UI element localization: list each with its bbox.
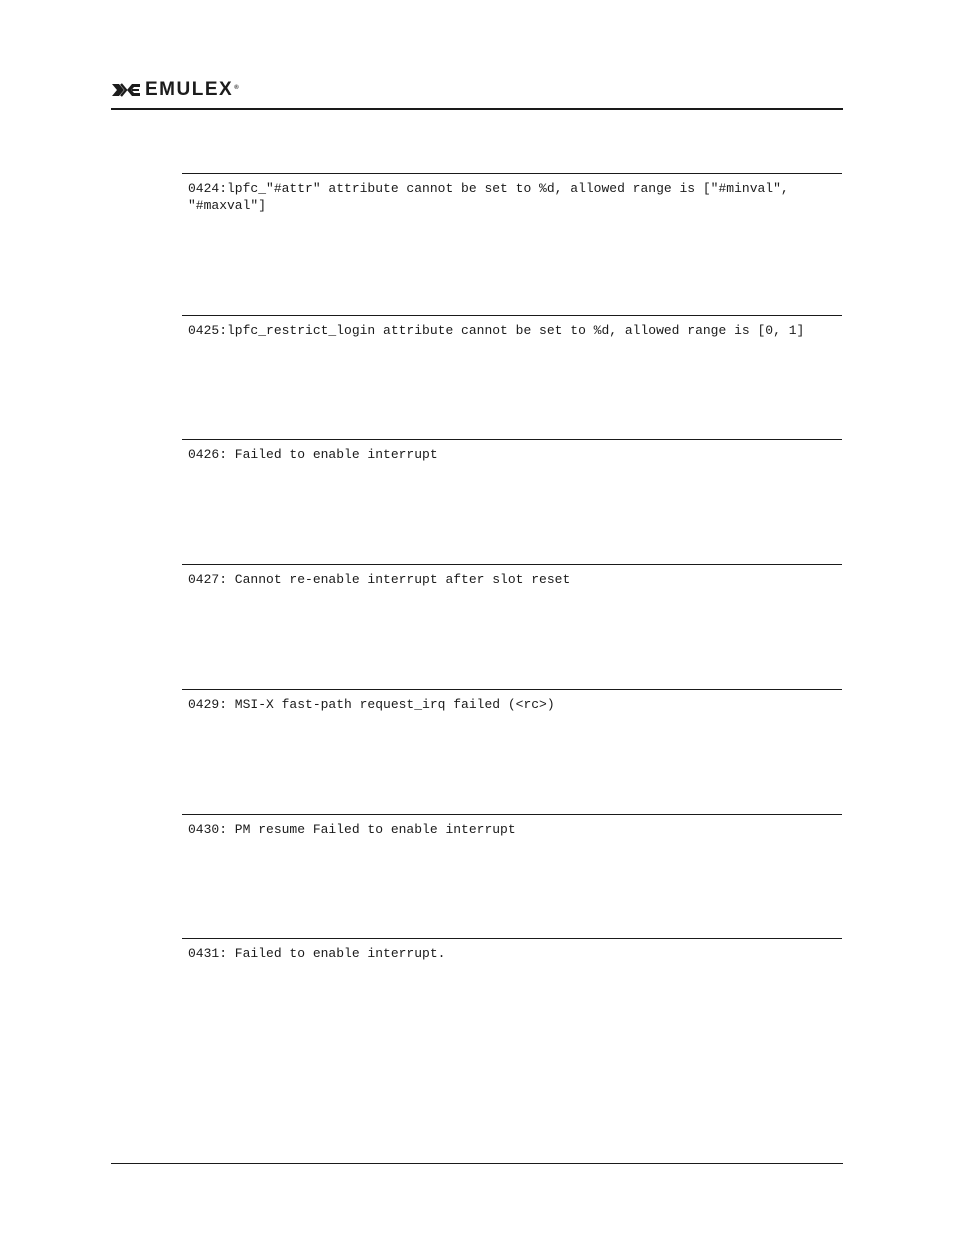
emulex-logo-mark-icon (111, 82, 141, 98)
log-message-text: 0431: Failed to enable interrupt. (188, 946, 446, 961)
log-message-entry (182, 938, 842, 962)
log-message-text: 0425:lpfc_restrict_login attribute cannot be set to %d, allowed range is [0, 1] (188, 323, 805, 338)
footer-divider (111, 1163, 843, 1164)
log-message-entry (182, 689, 842, 713)
log-message-text: 0424:lpfc_"#attr" attribute cannot be set to %d, allowed range is ["#minval", "#maxval"] (188, 181, 789, 213)
page-header (111, 78, 843, 110)
log-message-text: 0430: PM resume Failed to enable interrupt (188, 822, 516, 837)
log-message-text: 0429: MSI-X fast-path request_irq failed (<rc>) (188, 697, 555, 712)
logo-wordmark: EMULEX® (145, 79, 241, 100)
header-divider (111, 108, 843, 110)
log-message-entry (182, 439, 842, 463)
log-message-text: 0426: Failed to enable interrupt (188, 447, 438, 462)
trademark-symbol: ® (234, 85, 241, 91)
log-message-entry (182, 564, 842, 588)
log-message-entry (182, 315, 842, 339)
log-message-text: 0427: Cannot re-enable interrupt after slot reset (188, 572, 571, 587)
emulex-logo (111, 78, 240, 102)
log-message-entry (182, 173, 842, 214)
log-message-entry (182, 814, 842, 838)
